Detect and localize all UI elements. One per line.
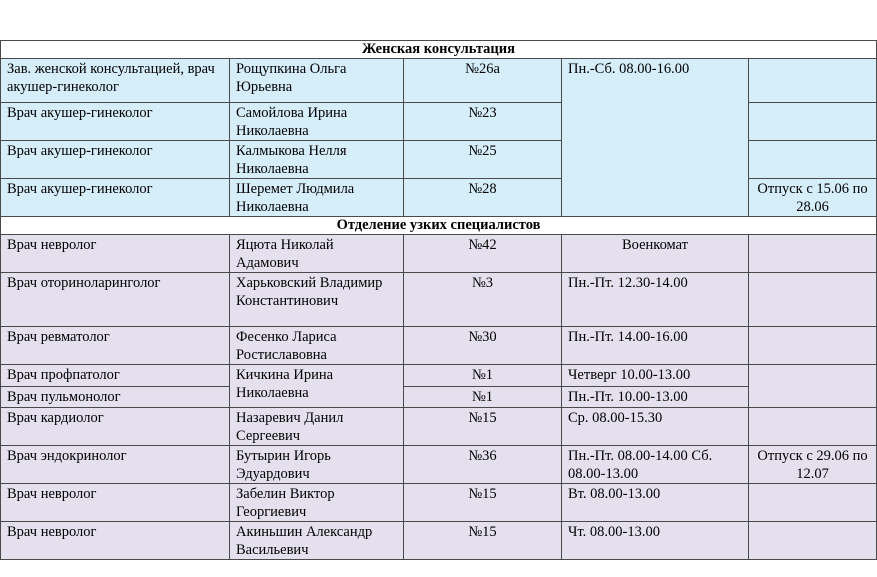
doctor-name-cell: Забелин Виктор Георгиевич — [230, 484, 404, 522]
position-cell: Врач невролог — [1, 522, 230, 560]
position-cell: Врач оториноларинголог — [1, 273, 230, 327]
room-cell: №36 — [404, 446, 562, 484]
schedule-table — [0, 40, 877, 560]
position-cell: Врач акушер-гинеколог — [1, 141, 230, 179]
position-cell: Врач кардиолог — [1, 408, 230, 446]
note-cell: Отпуск с 15.06 по 28.06 — [749, 179, 877, 217]
room-cell: №3 — [404, 273, 562, 327]
position-cell: Врач ревматолог — [1, 327, 230, 365]
room-cell: №23 — [404, 103, 562, 141]
doctor-name-cell: Фесенко Лариса Ростиславовна — [230, 327, 404, 365]
table-row — [1, 387, 877, 408]
table-row — [1, 273, 877, 327]
doctor-name-cell: Назаревич Данил Сергеевич — [230, 408, 404, 446]
schedule-cell: Военкомат — [562, 235, 749, 273]
doctor-name-cell: Бутырин Игорь Эдуардович — [230, 446, 404, 484]
room-cell: №25 — [404, 141, 562, 179]
table-row — [1, 365, 877, 387]
doctor-name-cell-merged: Кичкина Ирина Николаевна — [230, 365, 404, 408]
table-row — [1, 522, 877, 560]
doctor-name-cell: Рощупкина Ольга Юрьевна — [230, 59, 404, 103]
position-cell: Врач эндокринолог — [1, 446, 230, 484]
room-cell: №1 — [404, 365, 562, 387]
table-row — [1, 484, 877, 522]
schedule-cell: Пн.-Пт. 08.00-14.00 Сб. 08.00-13.00 — [562, 446, 749, 484]
schedule-cell: Пн.-Пт. 14.00-16.00 — [562, 327, 749, 365]
note-cell — [749, 408, 877, 446]
table-row — [1, 446, 877, 484]
schedule-cell: Ср. 08.00-15.30 — [562, 408, 749, 446]
room-cell: №28 — [404, 179, 562, 217]
note-cell — [749, 103, 877, 141]
schedule-cell: Пн.-Пт. 12.30-14.00 — [562, 273, 749, 327]
position-cell: Врач невролог — [1, 235, 230, 273]
note-cell: Отпуск с 29.06 по 12.07 — [749, 446, 877, 484]
section-header-row — [1, 41, 877, 59]
schedule-cell: Четверг 10.00-13.00 — [562, 365, 749, 387]
top-margin — [0, 0, 877, 40]
note-cell — [749, 235, 877, 273]
position-cell: Врач пульмонолог — [1, 387, 230, 408]
schedule-cell: Вт. 08.00-13.00 — [562, 484, 749, 522]
room-cell: №15 — [404, 408, 562, 446]
doctor-name-cell: Акиньшин Александр Васильевич — [230, 522, 404, 560]
section-title-specialists: Отделение узких специалистов — [1, 217, 877, 235]
table-row — [1, 327, 877, 365]
room-cell: №42 — [404, 235, 562, 273]
room-cell: №26а — [404, 59, 562, 103]
room-cell: №15 — [404, 522, 562, 560]
doctor-name-cell: Яцюта Николай Адамович — [230, 235, 404, 273]
note-cell — [749, 484, 877, 522]
doctor-name-cell: Шеремет Людмила Николаевна — [230, 179, 404, 217]
position-cell: Врач профпатолог — [1, 365, 230, 387]
room-cell: №15 — [404, 484, 562, 522]
position-cell: Зав. женской консультацией, врач акушер-гинеколог — [1, 59, 230, 103]
position-cell: Врач невролог — [1, 484, 230, 522]
table-row — [1, 235, 877, 273]
note-cell — [749, 273, 877, 327]
section-header-row — [1, 217, 877, 235]
note-cell — [749, 141, 877, 179]
doctor-name-cell: Харьковский Владимир Константинович — [230, 273, 404, 327]
section-title-women: Женская консультация — [1, 41, 877, 59]
table-row — [1, 408, 877, 446]
table-row — [1, 59, 877, 103]
doctor-name-cell: Самойлова Ирина Николаевна — [230, 103, 404, 141]
doctor-name-cell: Калмыкова Нелля Николаевна — [230, 141, 404, 179]
note-cell — [749, 327, 877, 365]
schedule-cell: Чт. 08.00-13.00 — [562, 522, 749, 560]
schedule-cell: Пн.-Пт. 10.00-13.00 — [562, 387, 749, 408]
position-cell: Врач акушер-гинеколог — [1, 103, 230, 141]
room-cell: №30 — [404, 327, 562, 365]
note-cell — [749, 59, 877, 103]
room-cell: №1 — [404, 387, 562, 408]
position-cell: Врач акушер-гинеколог — [1, 179, 230, 217]
note-cell — [749, 522, 877, 560]
note-cell-merged — [749, 365, 877, 408]
schedule-cell-merged: Пн.-Сб. 08.00-16.00 — [562, 59, 749, 217]
